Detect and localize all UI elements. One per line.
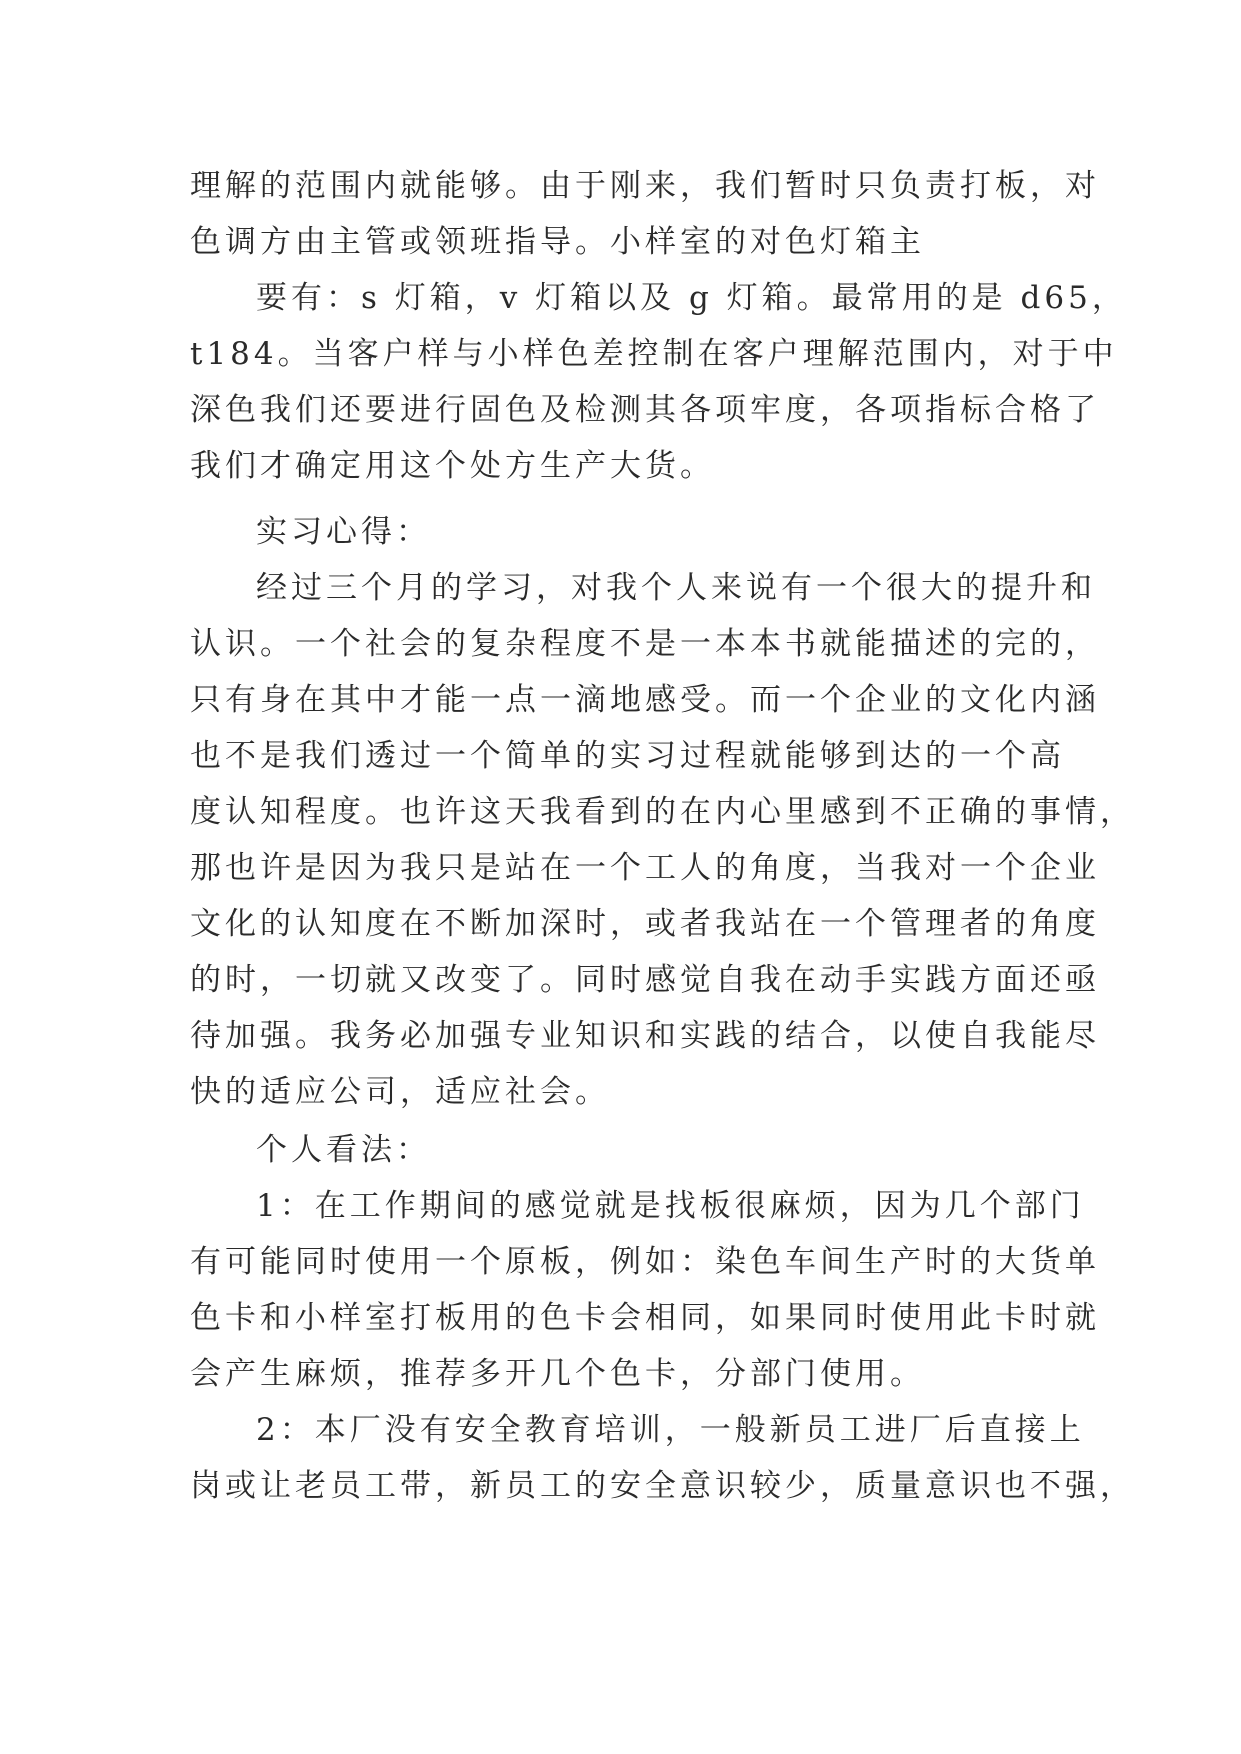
paragraph-line: 快的适应公司，适应社会。	[190, 1074, 610, 1110]
paragraph-line: 文化的认知度在不断加深时，或者我站在一个管理者的角度	[190, 906, 1100, 942]
paragraph-line: 经过三个月的学习，对我个人来说有一个很大的提升和	[256, 570, 1096, 606]
paragraph-line: 那也许是因为我只是站在一个工人的角度，当我对一个企业	[190, 850, 1100, 886]
paragraph-line: 的时，一切就又改变了。同时感觉自我在动手实践方面还亟	[190, 962, 1100, 998]
paragraph-line: 待加强。我务必加强专业知识和实践的结合，以使自我能尽	[190, 1018, 1100, 1054]
paragraph-line: 有可能同时使用一个原板，例如：染色车间生产时的大货单	[190, 1244, 1100, 1280]
paragraph-line: 我们才确定用这个处方生产大货。	[190, 448, 715, 484]
section-heading: 个人看法：	[256, 1132, 431, 1168]
paragraph-line: 色卡和小样室打板用的色卡会相同，如果同时使用此卡时就	[190, 1300, 1100, 1336]
paragraph-line: 要有：s 灯箱，v 灯箱以及 g 灯箱。最常用的是 d65，	[256, 280, 1127, 316]
paragraph-line: 理解的范围内就能够。由于刚来，我们暂时只负责打板，对	[190, 168, 1100, 204]
paragraph-line: 也不是我们透过一个简单的实习过程就能够到达的一个高	[190, 738, 1065, 774]
paragraph-line: t184。当客户样与小样色差控制在客户理解范围内，对于中	[190, 336, 1118, 372]
section-heading: 实习心得：	[256, 514, 431, 550]
paragraph-line: 2：本厂没有安全教育培训，一般新员工进厂后直接上	[256, 1412, 1085, 1448]
paragraph-line: 1：在工作期间的感觉就是找板很麻烦，因为几个部门	[256, 1188, 1085, 1224]
paragraph-line: 深色我们还要进行固色及检测其各项牢度，各项指标合格了	[190, 392, 1100, 428]
paragraph-line: 会产生麻烦，推荐多开几个色卡，分部门使用。	[190, 1356, 925, 1392]
paragraph-line: 只有身在其中才能一点一滴地感受。而一个企业的文化内涵	[190, 682, 1100, 718]
paragraph-line: 色调方由主管或领班指导。小样室的对色灯箱主	[190, 224, 925, 260]
paragraph-line: 度认知程度。也许这天我看到的在内心里感到不正确的事情，	[190, 794, 1135, 830]
paragraph-line: 岗或让老员工带，新员工的安全意识较少，质量意识也不强，	[190, 1468, 1135, 1504]
paragraph-line: 认识。一个社会的复杂程度不是一本本书就能描述的完的，	[190, 626, 1100, 662]
